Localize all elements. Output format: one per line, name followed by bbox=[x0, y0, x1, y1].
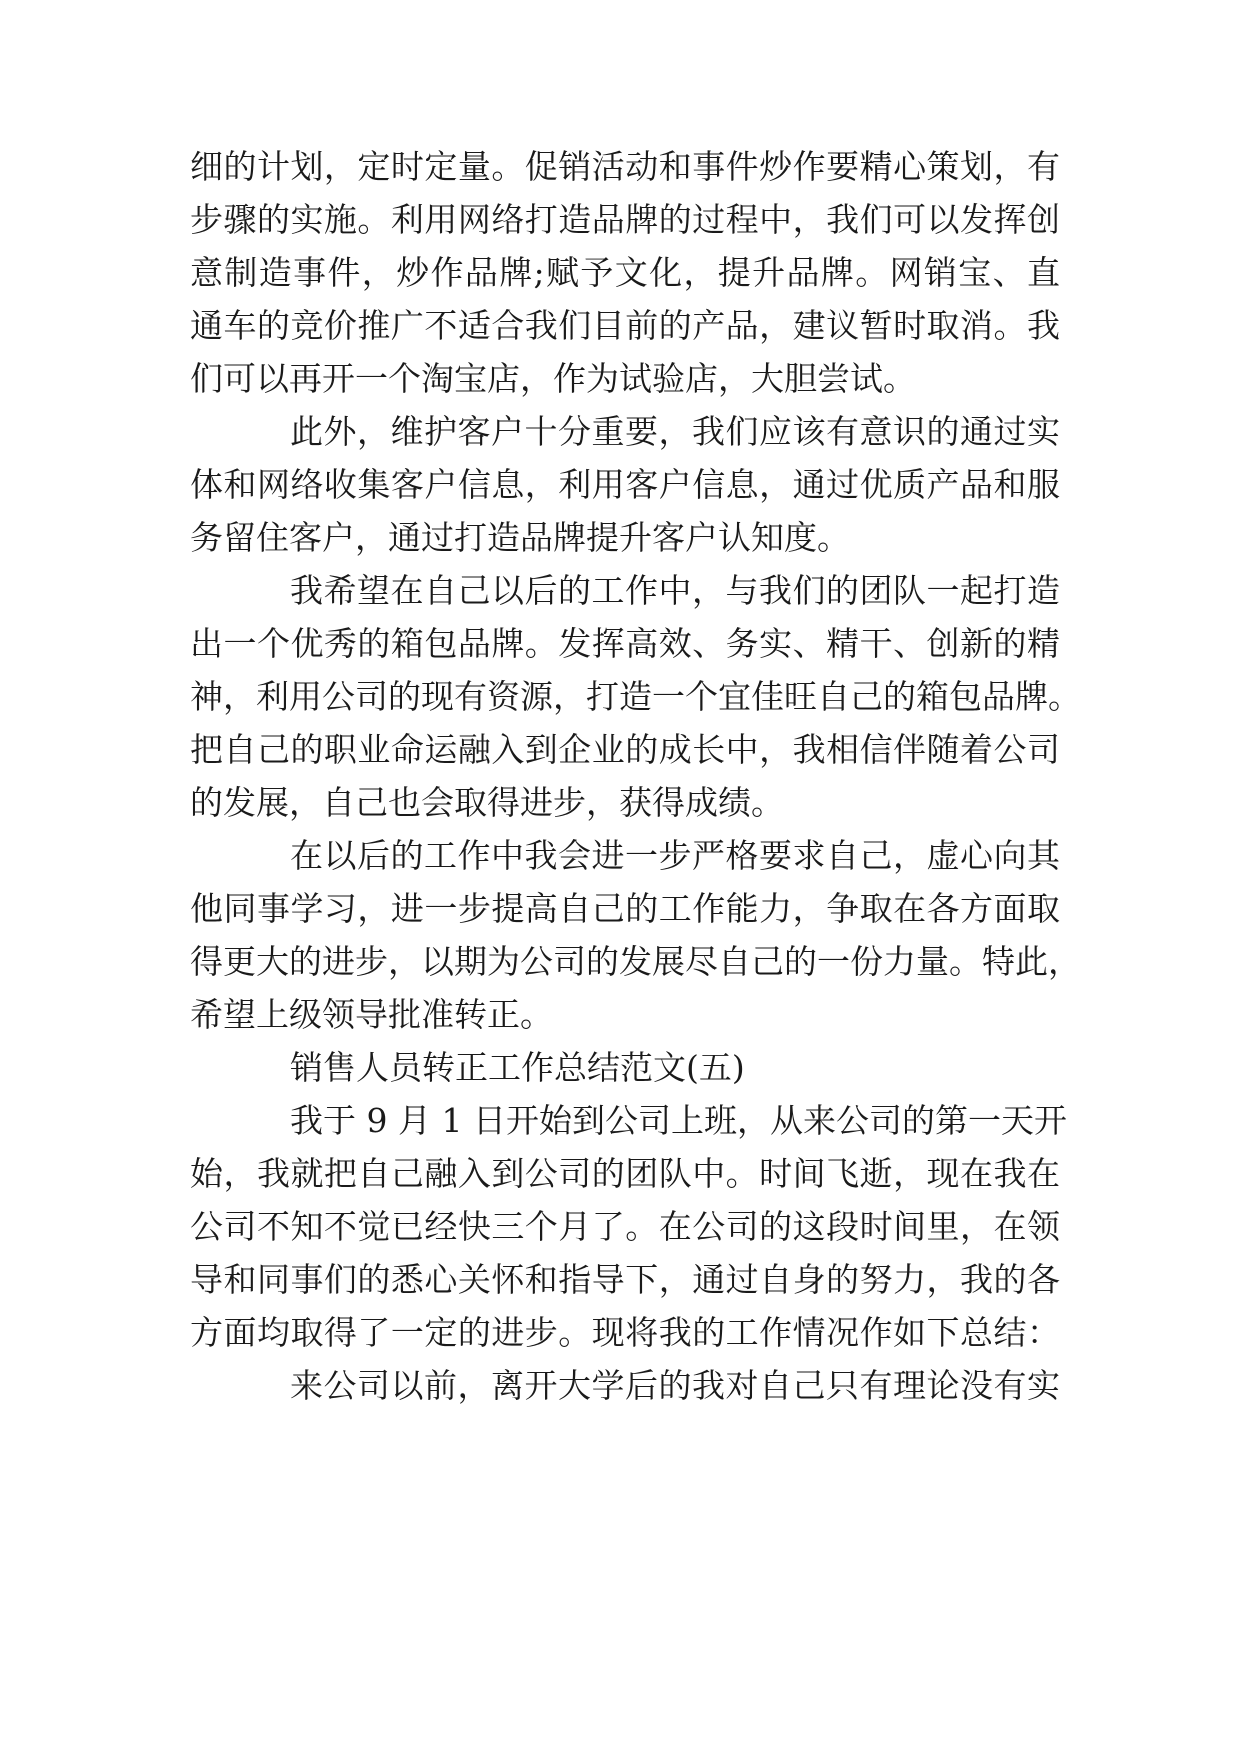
text-line: 得更大的进步，以期为公司的发展尽自己的一份力量。特此， bbox=[190, 942, 1081, 981]
text-line: 出一个优秀的箱包品牌。发挥高效、务实、精干、创新的精 bbox=[190, 624, 1060, 663]
text-line: 他同事学习，进一步提高自己的工作能力，争取在各方面取 bbox=[190, 889, 1060, 928]
paragraph-first-line: 我希望在自己以后的工作中，与我们的团队一起打造 bbox=[290, 571, 1060, 610]
paragraph-first-line: 此外，维护客户十分重要，我们应该有意识的通过实 bbox=[290, 412, 1060, 451]
text-line: 公司不知不觉已经快三个月了。在公司的这段时间里，在领 bbox=[190, 1207, 1060, 1246]
section-heading: 销售人员转正工作总结范文(五) bbox=[290, 1048, 745, 1087]
text-line: 把自己的职业命运融入到企业的成长中，我相信伴随着公司 bbox=[190, 730, 1060, 769]
text-line: 的发展，自己也会取得进步，获得成绩。 bbox=[190, 783, 784, 822]
text-line: 神，利用公司的现有资源，打造一个宜佳旺自己的箱包品牌。 bbox=[190, 677, 1081, 716]
text-line: 希望上级领导批准转正。 bbox=[190, 995, 553, 1034]
text-line: 体和网络收集客户信息，利用客户信息，通过优质产品和服 bbox=[190, 465, 1060, 504]
paragraph-first-line: 我于 9 月 1 日开始到公司上班，从来公司的第一天开 bbox=[290, 1101, 1067, 1140]
text-line: 方面均取得了一定的进步。现将我的工作情况作如下总结： bbox=[190, 1313, 1060, 1352]
paragraph-first-line: 来公司以前，离开大学后的我对自己只有理论没有实 bbox=[290, 1366, 1060, 1405]
paragraph-first-line: 在以后的工作中我会进一步严格要求自己，虚心向其 bbox=[290, 836, 1060, 875]
text-line: 务留住客户，通过打造品牌提升客户认知度。 bbox=[190, 518, 850, 557]
text-line: 导和同事们的悉心关怀和指导下，通过自身的努力，我的各 bbox=[190, 1260, 1060, 1299]
text-line: 细的计划，定时定量。促销活动和事件炒作要精心策划，有 bbox=[190, 147, 1060, 186]
text-line: 通车的竞价推广不适合我们目前的产品，建议暂时取消。我 bbox=[190, 306, 1060, 345]
text-line: 们可以再开一个淘宝店，作为试验店，大胆尝试。 bbox=[190, 359, 916, 398]
text-line: 步骤的实施。利用网络打造品牌的过程中，我们可以发挥创 bbox=[190, 200, 1060, 239]
text-line: 意制造事件，炒作品牌;赋予文化，提升品牌。网销宝、直 bbox=[190, 253, 1060, 292]
text-line: 始，我就把自己融入到公司的团队中。时间飞逝，现在我在 bbox=[190, 1154, 1060, 1193]
